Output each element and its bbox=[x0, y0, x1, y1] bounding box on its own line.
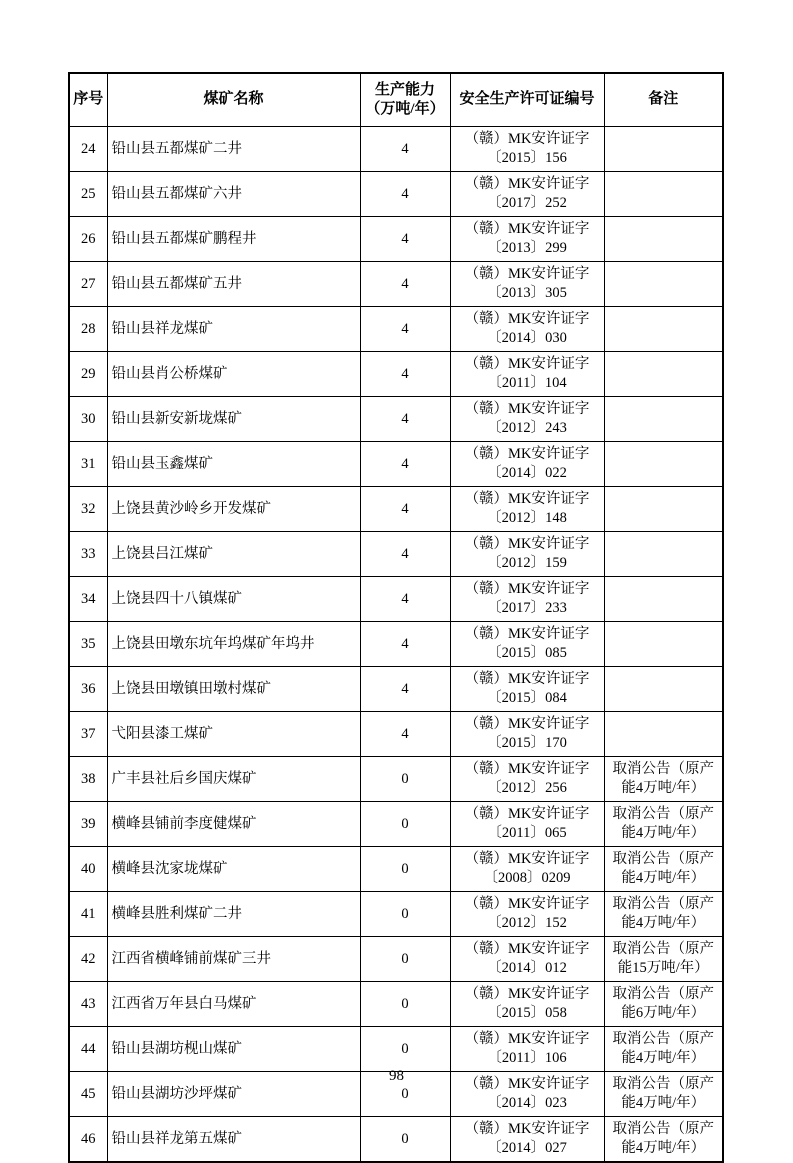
cell-remark: 取消公告（原产能4万吨/年） bbox=[604, 802, 723, 847]
cell-index: 35 bbox=[69, 622, 107, 667]
cell-license: （赣）MK安许证字〔2014〕022 bbox=[450, 442, 604, 487]
cell-license: （赣）MK安许证字〔2012〕243 bbox=[450, 397, 604, 442]
cell-index: 42 bbox=[69, 937, 107, 982]
header-license: 安全生产许可证编号 bbox=[450, 73, 604, 127]
table-row bbox=[69, 352, 723, 397]
table-row bbox=[69, 397, 723, 442]
table-row bbox=[69, 217, 723, 262]
cell-remark bbox=[604, 172, 723, 217]
cell-capacity: 4 bbox=[360, 172, 450, 217]
cell-capacity: 4 bbox=[360, 487, 450, 532]
cell-remark: 取消公告（原产能4万吨/年） bbox=[604, 757, 723, 802]
header-index: 序号 bbox=[69, 73, 107, 127]
cell-remark: 取消公告（原产能4万吨/年） bbox=[604, 1027, 723, 1072]
cell-remark bbox=[604, 712, 723, 757]
page-number: 98 bbox=[389, 1068, 404, 1084]
cell-capacity: 4 bbox=[360, 622, 450, 667]
cell-mine-name: 铅山县五都煤矿五井 bbox=[107, 262, 360, 307]
table-row bbox=[69, 262, 723, 307]
cell-capacity: 0 bbox=[360, 892, 450, 937]
cell-license: （赣）MK安许证字〔2012〕159 bbox=[450, 532, 604, 577]
cell-mine-name: 上饶县田墩东坑年坞煤矿年坞井 bbox=[107, 622, 360, 667]
cell-index: 36 bbox=[69, 667, 107, 712]
cell-mine-name: 上饶县四十八镇煤矿 bbox=[107, 577, 360, 622]
cell-remark: 取消公告（原产能4万吨/年） bbox=[604, 1117, 723, 1163]
cell-capacity: 0 bbox=[360, 1117, 450, 1163]
cell-license: （赣）MK安许证字〔2014〕027 bbox=[450, 1117, 604, 1163]
cell-license: （赣）MK安许证字〔2012〕148 bbox=[450, 487, 604, 532]
cell-license: （赣）MK安许证字〔2013〕299 bbox=[450, 217, 604, 262]
cell-index: 29 bbox=[69, 352, 107, 397]
cell-index: 25 bbox=[69, 172, 107, 217]
cell-remark: 取消公告（原产能4万吨/年） bbox=[604, 892, 723, 937]
cell-index: 30 bbox=[69, 397, 107, 442]
cell-license: （赣）MK安许证字〔2014〕030 bbox=[450, 307, 604, 352]
table-row bbox=[69, 577, 723, 622]
cell-remark bbox=[604, 532, 723, 577]
cell-mine-name: 铅山县五都煤矿鹏程井 bbox=[107, 217, 360, 262]
cell-index: 45 bbox=[69, 1072, 107, 1117]
table-row bbox=[69, 757, 723, 802]
cell-license: （赣）MK安许证字〔2013〕305 bbox=[450, 262, 604, 307]
cell-license: （赣）MK安许证字〔2011〕106 bbox=[450, 1027, 604, 1072]
cell-mine-name: 铅山县五都煤矿六井 bbox=[107, 172, 360, 217]
cell-remark bbox=[604, 262, 723, 307]
cell-index: 37 bbox=[69, 712, 107, 757]
cell-capacity: 4 bbox=[360, 217, 450, 262]
cell-license: （赣）MK安许证字〔2017〕252 bbox=[450, 172, 604, 217]
cell-index: 26 bbox=[69, 217, 107, 262]
cell-mine-name: 铅山县祥龙煤矿 bbox=[107, 307, 360, 352]
cell-mine-name: 广丰县社后乡国庆煤矿 bbox=[107, 757, 360, 802]
cell-remark bbox=[604, 487, 723, 532]
cell-remark bbox=[604, 352, 723, 397]
cell-mine-name: 横峰县沈家垅煤矿 bbox=[107, 847, 360, 892]
header-capacity bbox=[360, 73, 450, 127]
cell-license: （赣）MK安许证字〔2015〕084 bbox=[450, 667, 604, 712]
cell-mine-name: 铅山县肖公桥煤矿 bbox=[107, 352, 360, 397]
table-row bbox=[69, 712, 723, 757]
cell-mine-name: 铅山县湖坊沙坪煤矿 bbox=[107, 1072, 360, 1117]
cell-license: （赣）MK安许证字〔2012〕152 bbox=[450, 892, 604, 937]
table-row bbox=[69, 487, 723, 532]
cell-index: 43 bbox=[69, 982, 107, 1027]
header-mine-name: 煤矿名称 bbox=[107, 73, 360, 127]
cell-license: （赣）MK安许证字〔2015〕058 bbox=[450, 982, 604, 1027]
cell-mine-name: 江西省横峰铺前煤矿三井 bbox=[107, 937, 360, 982]
cell-capacity: 4 bbox=[360, 397, 450, 442]
cell-license: （赣）MK安许证字〔2014〕023 bbox=[450, 1072, 604, 1117]
cell-license: （赣）MK安许证字〔2015〕156 bbox=[450, 127, 604, 172]
table-row bbox=[69, 802, 723, 847]
cell-license: （赣）MK安许证字〔2015〕085 bbox=[450, 622, 604, 667]
cell-capacity: 4 bbox=[360, 667, 450, 712]
cell-capacity: 4 bbox=[360, 442, 450, 487]
header-capacity-line2: （万吨/年） bbox=[365, 101, 445, 117]
table-row bbox=[69, 847, 723, 892]
cell-mine-name: 江西省万年县白马煤矿 bbox=[107, 982, 360, 1027]
cell-remark: 取消公告（原产能4万吨/年） bbox=[604, 847, 723, 892]
cell-capacity: 4 bbox=[360, 577, 450, 622]
table-row bbox=[69, 532, 723, 577]
table-row bbox=[69, 127, 723, 172]
cell-license: （赣）MK安许证字〔2017〕233 bbox=[450, 577, 604, 622]
cell-mine-name: 上饶县黄沙岭乡开发煤矿 bbox=[107, 487, 360, 532]
cell-remark bbox=[604, 622, 723, 667]
cell-license: （赣）MK安许证字〔2014〕012 bbox=[450, 937, 604, 982]
cell-mine-name: 铅山县祥龙第五煤矿 bbox=[107, 1117, 360, 1163]
cell-remark bbox=[604, 442, 723, 487]
cell-capacity: 0 bbox=[360, 937, 450, 982]
cell-license: （赣）MK安许证字〔2008〕0209 bbox=[450, 847, 604, 892]
table-row bbox=[69, 1117, 723, 1163]
cell-capacity: 4 bbox=[360, 307, 450, 352]
cell-capacity: 0 bbox=[360, 1072, 450, 1117]
cell-license: （赣）MK安许证字〔2015〕170 bbox=[450, 712, 604, 757]
cell-remark bbox=[604, 127, 723, 172]
cell-index: 34 bbox=[69, 577, 107, 622]
table-row bbox=[69, 172, 723, 217]
cell-index: 24 bbox=[69, 127, 107, 172]
cell-mine-name: 铅山县五都煤矿二井 bbox=[107, 127, 360, 172]
cell-index: 28 bbox=[69, 307, 107, 352]
cell-remark bbox=[604, 397, 723, 442]
cell-index: 27 bbox=[69, 262, 107, 307]
cell-capacity: 0 bbox=[360, 847, 450, 892]
cell-remark bbox=[604, 307, 723, 352]
cell-capacity: 4 bbox=[360, 262, 450, 307]
cell-index: 46 bbox=[69, 1117, 107, 1163]
cell-mine-name: 上饶县田墩镇田墩村煤矿 bbox=[107, 667, 360, 712]
cell-mine-name: 横峰县铺前李度健煤矿 bbox=[107, 802, 360, 847]
cell-capacity: 0 bbox=[360, 1027, 450, 1072]
cell-remark bbox=[604, 667, 723, 712]
cell-index: 41 bbox=[69, 892, 107, 937]
cell-capacity: 4 bbox=[360, 712, 450, 757]
cell-mine-name: 弋阳县漆工煤矿 bbox=[107, 712, 360, 757]
cell-mine-name: 铅山县玉鑫煤矿 bbox=[107, 442, 360, 487]
cell-index: 33 bbox=[69, 532, 107, 577]
cell-capacity: 4 bbox=[360, 127, 450, 172]
table-row bbox=[69, 307, 723, 352]
cell-remark: 取消公告（原产能6万吨/年） bbox=[604, 982, 723, 1027]
table-row bbox=[69, 442, 723, 487]
cell-mine-name: 铅山县新安新垅煤矿 bbox=[107, 397, 360, 442]
coal-mine-table bbox=[68, 72, 724, 1163]
cell-index: 31 bbox=[69, 442, 107, 487]
cell-index: 44 bbox=[69, 1027, 107, 1072]
table-row bbox=[69, 667, 723, 712]
cell-index: 40 bbox=[69, 847, 107, 892]
table-header-row bbox=[69, 73, 723, 127]
table-row bbox=[69, 937, 723, 982]
cell-index: 38 bbox=[69, 757, 107, 802]
table-row bbox=[69, 1027, 723, 1072]
table-row bbox=[69, 982, 723, 1027]
table-row bbox=[69, 892, 723, 937]
header-remark: 备注 bbox=[604, 73, 723, 127]
table-row bbox=[69, 622, 723, 667]
header-capacity-line1: 生产能力 bbox=[374, 81, 435, 98]
cell-license: （赣）MK安许证字〔2011〕104 bbox=[450, 352, 604, 397]
cell-license: （赣）MK安许证字〔2012〕256 bbox=[450, 757, 604, 802]
cell-mine-name: 横峰县胜利煤矿二井 bbox=[107, 892, 360, 937]
cell-capacity: 0 bbox=[360, 982, 450, 1027]
cell-mine-name: 上饶县吕江煤矿 bbox=[107, 532, 360, 577]
cell-remark: 取消公告（原产能15万吨/年） bbox=[604, 937, 723, 982]
cell-capacity: 0 bbox=[360, 802, 450, 847]
cell-remark: 取消公告（原产能4万吨/年） bbox=[604, 1072, 723, 1117]
cell-mine-name: 铅山县湖坊枧山煤矿 bbox=[107, 1027, 360, 1072]
cell-index: 39 bbox=[69, 802, 107, 847]
cell-remark bbox=[604, 577, 723, 622]
cell-capacity: 0 bbox=[360, 757, 450, 802]
cell-capacity: 4 bbox=[360, 532, 450, 577]
cell-remark bbox=[604, 217, 723, 262]
cell-capacity: 4 bbox=[360, 352, 450, 397]
cell-license: （赣）MK安许证字〔2011〕065 bbox=[450, 802, 604, 847]
cell-index: 32 bbox=[69, 487, 107, 532]
